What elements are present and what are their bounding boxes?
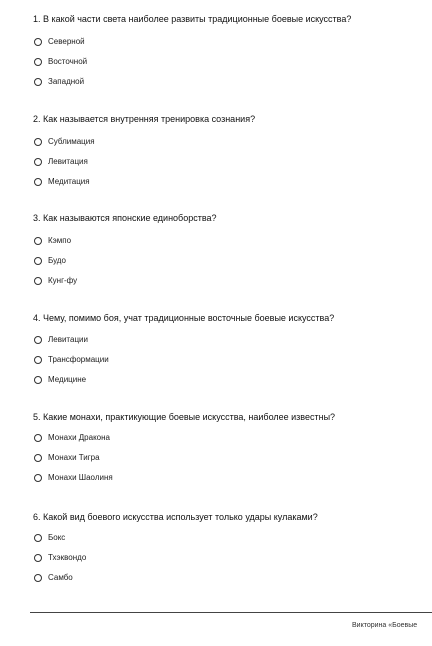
option-label: Самбо	[48, 573, 73, 582]
option-radio[interactable]	[33, 275, 77, 287]
question-3	[33, 213, 428, 285]
option-label: Монахи Шаолиня	[48, 473, 113, 482]
option-label: Монахи Дракона	[48, 433, 110, 442]
radio-icon[interactable]	[34, 78, 42, 86]
option-label: Северной	[48, 37, 85, 46]
footer-divider	[30, 612, 432, 613]
option-label: Кунг-фу	[48, 276, 78, 285]
radio-icon[interactable]	[34, 178, 42, 186]
option-radio[interactable]	[33, 56, 87, 68]
option-radio[interactable]	[33, 255, 66, 267]
option-label: Западной	[48, 77, 85, 86]
option-label: Трансформации	[48, 355, 109, 364]
question-text: 1. В какой части света наиболее развиты традиционные боевые искусства?	[33, 14, 352, 24]
option-label: Монахи Тигра	[48, 453, 100, 462]
question-text: 6. Какой вид боевого искусства использует только удары кулаками?	[33, 512, 318, 522]
option-radio[interactable]	[33, 532, 65, 544]
radio-icon[interactable]	[34, 138, 42, 146]
radio-icon[interactable]	[34, 356, 42, 364]
radio-icon[interactable]	[34, 574, 42, 582]
question-text: 5. Какие монахи, практикующие боевые искусства, наиболее известны?	[33, 412, 336, 422]
footer-title: Викторина «Боевые	[352, 622, 418, 629]
option-radio[interactable]	[33, 452, 100, 464]
option-radio[interactable]	[33, 432, 110, 444]
option-label: Левитация	[48, 157, 88, 166]
option-radio[interactable]	[33, 156, 88, 168]
radio-icon[interactable]	[34, 58, 42, 66]
option-label: Восточной	[48, 57, 88, 66]
option-label: Медицине	[48, 375, 87, 384]
option-radio[interactable]	[33, 572, 73, 584]
option-radio[interactable]	[33, 36, 85, 48]
radio-icon[interactable]	[34, 336, 42, 344]
option-label: Будо	[48, 256, 66, 265]
option-radio[interactable]	[33, 235, 71, 247]
radio-icon[interactable]	[34, 454, 42, 462]
question-2	[33, 114, 428, 186]
radio-icon[interactable]	[34, 158, 42, 166]
option-label: Тхэквондо	[48, 553, 87, 562]
question-4	[33, 313, 428, 384]
question-text: 2. Как называется внутренняя тренировка сознания?	[33, 114, 256, 124]
option-radio[interactable]	[33, 334, 88, 346]
option-label: Левитации	[48, 335, 88, 344]
radio-icon[interactable]	[34, 434, 42, 442]
question-6	[33, 512, 428, 582]
question-text: 4. Чему, помимо боя, учат традиционные восточные боевые искусства?	[33, 313, 335, 323]
option-radio[interactable]	[33, 374, 86, 386]
option-label: Медитация	[48, 177, 90, 186]
option-radio[interactable]	[33, 552, 86, 564]
radio-icon[interactable]	[34, 38, 42, 46]
radio-icon[interactable]	[34, 237, 42, 245]
radio-icon[interactable]	[34, 376, 42, 384]
radio-icon[interactable]	[34, 554, 42, 562]
radio-icon[interactable]	[34, 277, 42, 285]
option-label: Сублимация	[48, 137, 95, 146]
radio-icon[interactable]	[34, 534, 42, 542]
option-radio[interactable]	[33, 136, 95, 148]
option-radio[interactable]	[33, 472, 113, 484]
question-5	[33, 412, 428, 482]
option-radio[interactable]	[33, 176, 90, 188]
option-radio[interactable]	[33, 354, 109, 366]
option-label: Кэмпо	[48, 236, 72, 245]
question-text: 3. Как называются японские единоборства?	[33, 213, 217, 223]
radio-icon[interactable]	[34, 257, 42, 265]
question-1	[33, 14, 428, 86]
radio-icon[interactable]	[34, 474, 42, 482]
option-label: Бокс	[48, 533, 66, 542]
option-radio[interactable]	[33, 76, 84, 88]
